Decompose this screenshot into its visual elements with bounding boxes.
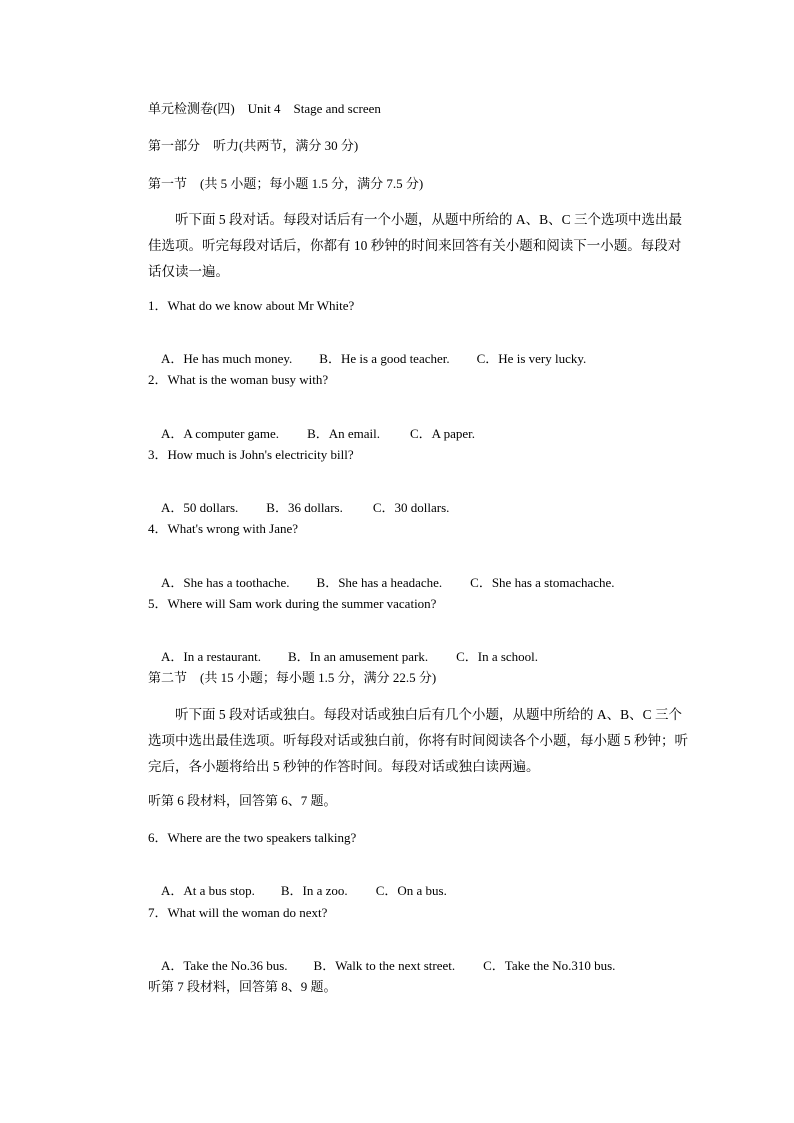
question-stem: 5．Where will Sam work during the summer vacation? [148,596,437,611]
option-b: B．36 dollars. [266,500,343,515]
section1-instructions-line: 听下面 5 段对话。每段对话后有一个小题，从题中所给的 A、B、C 三个选项中选出最 [148,212,683,227]
option-a: A．At a bus stop. [161,883,255,898]
option-a: A．He has much money. [161,351,293,366]
section1-instructions [148,207,683,285]
question-stem: 6．Where are the two speakers talking? [148,830,357,845]
section2-instructions-line: 完后，各小题将给出 5 秒钟的作答时间。每段对话或独白读两遍。 [148,759,540,774]
page-title: 单元检测卷(四) Unit 4 Stage and screen [148,101,381,116]
section2-instructions [148,702,688,780]
option-b: B．In an amusement park. [288,649,429,664]
option-b: B．She has a headache. [316,575,443,590]
option-a: A．A computer game. [161,426,280,441]
question-stem: 4．What's wrong with Jane? [148,521,299,536]
question-stem: 7．What will the woman do next? [148,905,328,920]
option-c: C．Take the No.310 bus. [483,958,616,973]
question-stem: 2．What is the woman busy with? [148,372,329,387]
option-c: C．She has a stomachache. [470,575,615,590]
option-c: C．He is very lucky. [476,351,587,366]
part1-heading: 第一部分 听力(共两节，满分 30 分) [148,138,359,153]
section2-heading: 第二节 (共 15 小题；每小题 1.5 分，满分 22.5 分) [148,670,437,685]
section1-heading: 第一节 (共 5 小题；每小题 1.5 分，满分 7.5 分) [148,176,424,191]
option-a: A．In a restaurant. [161,649,261,664]
option-b: B．Walk to the next street. [313,958,456,973]
option-c: C．In a school. [456,649,539,664]
option-a: A．She has a toothache. [161,575,290,590]
material-7-note: 听第 7 段材料，回答第 8、9 题。 [148,979,337,994]
option-a: A．Take the No.36 bus. [161,958,288,973]
option-b: B．In a zoo. [280,883,348,898]
section2-instructions-line: 选项中选出最佳选项。听每段对话或独白前，你将有时间阅读各个小题，每小题 5 秒钟；听 [148,733,688,748]
section1-instructions-line: 佳选项。听完每段对话后，你都有 10 秒钟的时间来回答有关小题和阅读下一小题。每段对 [148,238,682,253]
question-stem: 1．What do we know about Mr White? [148,298,355,313]
material-6-note: 听第 6 段材料，回答第 6、7 题。 [148,793,337,808]
option-a: A．50 dollars. [161,500,239,515]
option-c: C．30 dollars. [372,500,450,515]
section1-instructions-line: 话仅读一遍。 [148,264,229,279]
option-b: B．An email. [307,426,380,441]
section2-instructions-line: 听下面 5 段对话或独白。每段对话或独白后有几个小题，从题中所给的 A、B、C 三个 [148,707,683,722]
option-c: C．On a bus. [375,883,447,898]
option-b: B．He is a good teacher. [319,351,450,366]
option-c: C．A paper. [410,426,475,441]
question-stem: 3．How much is John's electricity bill? [148,447,354,462]
